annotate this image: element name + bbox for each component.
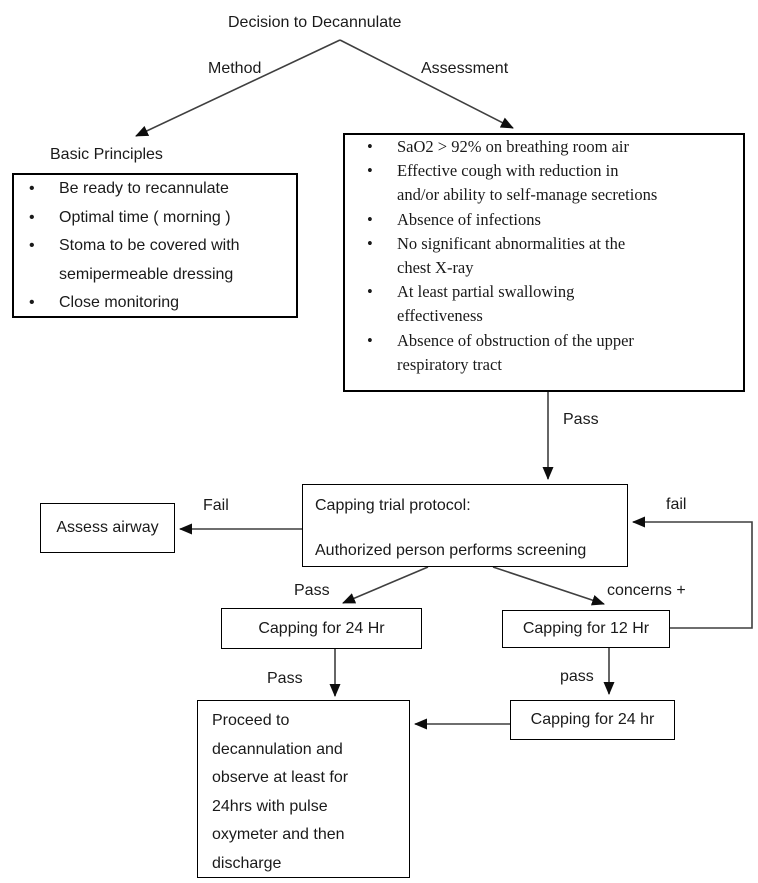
capping-24hr-upper-label: Capping for 24 Hr <box>258 619 385 637</box>
capping-12hr-box <box>502 610 670 648</box>
edge-label-fail-left: Fail <box>203 497 229 514</box>
edge-label-pass-bottom-right: pass <box>560 668 594 685</box>
assessment-criteria-list <box>345 135 743 377</box>
edge-label-pass-bottom-left: Pass <box>267 670 303 687</box>
capping-24hr-upper-box <box>221 608 422 649</box>
capping-24hr-lower-label: Capping for 24 hr <box>530 711 655 728</box>
proceed-line: oxymeter and then <box>212 826 345 844</box>
list-item: • Close monitoring <box>14 289 296 318</box>
edge-label-fail-loop: fail <box>666 496 687 513</box>
capping-24hr-lower-box <box>510 700 675 740</box>
list-item: • No significant abnormalities at the chest X-ray <box>345 232 743 280</box>
branch-label-method: Method <box>208 60 262 77</box>
basic-principles-heading: Basic Principles <box>50 146 163 163</box>
assess-airway-label: Assess airway <box>56 519 159 536</box>
list-item: • Effective cough with reduction in and/or ability to self-manage secretions <box>345 159 743 207</box>
flowchart-title: Decision to Decannulate <box>228 14 402 31</box>
list-item: • Stoma to be covered with semipermeable dressing <box>14 232 296 289</box>
list-item: • At least partial swallowing effectiveness <box>345 280 743 328</box>
list-item: • Optimal time ( morning ) <box>14 204 296 233</box>
basic-principles-box <box>12 173 298 318</box>
capping-trial-line1: Capping trial protocol: <box>315 497 471 514</box>
proceed-line: decannulation and <box>212 740 343 758</box>
edge-label-pass-top: Pass <box>563 411 599 428</box>
branch-label-assessment: Assessment <box>421 60 509 77</box>
assessment-criteria-box <box>343 133 745 392</box>
edge-label-pass-mid: Pass <box>294 582 330 599</box>
edge-label-concerns: concerns + <box>607 582 686 599</box>
capping-trial-line2: Authorized person performs screening <box>315 542 587 559</box>
capping-12hr-label: Capping for 12 Hr <box>522 620 650 637</box>
assess-airway-box <box>40 503 175 553</box>
capping-trial-box <box>302 484 628 567</box>
list-item: • Absence of infections <box>345 208 743 232</box>
proceed-decannulation-box <box>197 700 410 878</box>
proceed-line: 24hrs with pulse <box>212 797 328 815</box>
proceed-line: Proceed to <box>212 712 290 729</box>
proceed-line: discharge <box>212 854 282 872</box>
list-item: • Absence of obstruction of the upper respiratory tract <box>345 329 743 377</box>
basic-principles-list <box>14 175 296 318</box>
list-item: • SaO2 > 92% on breathing room air <box>345 135 743 159</box>
list-item: • Be ready to recannulate <box>14 175 296 204</box>
proceed-line: observe at least for <box>212 769 349 787</box>
